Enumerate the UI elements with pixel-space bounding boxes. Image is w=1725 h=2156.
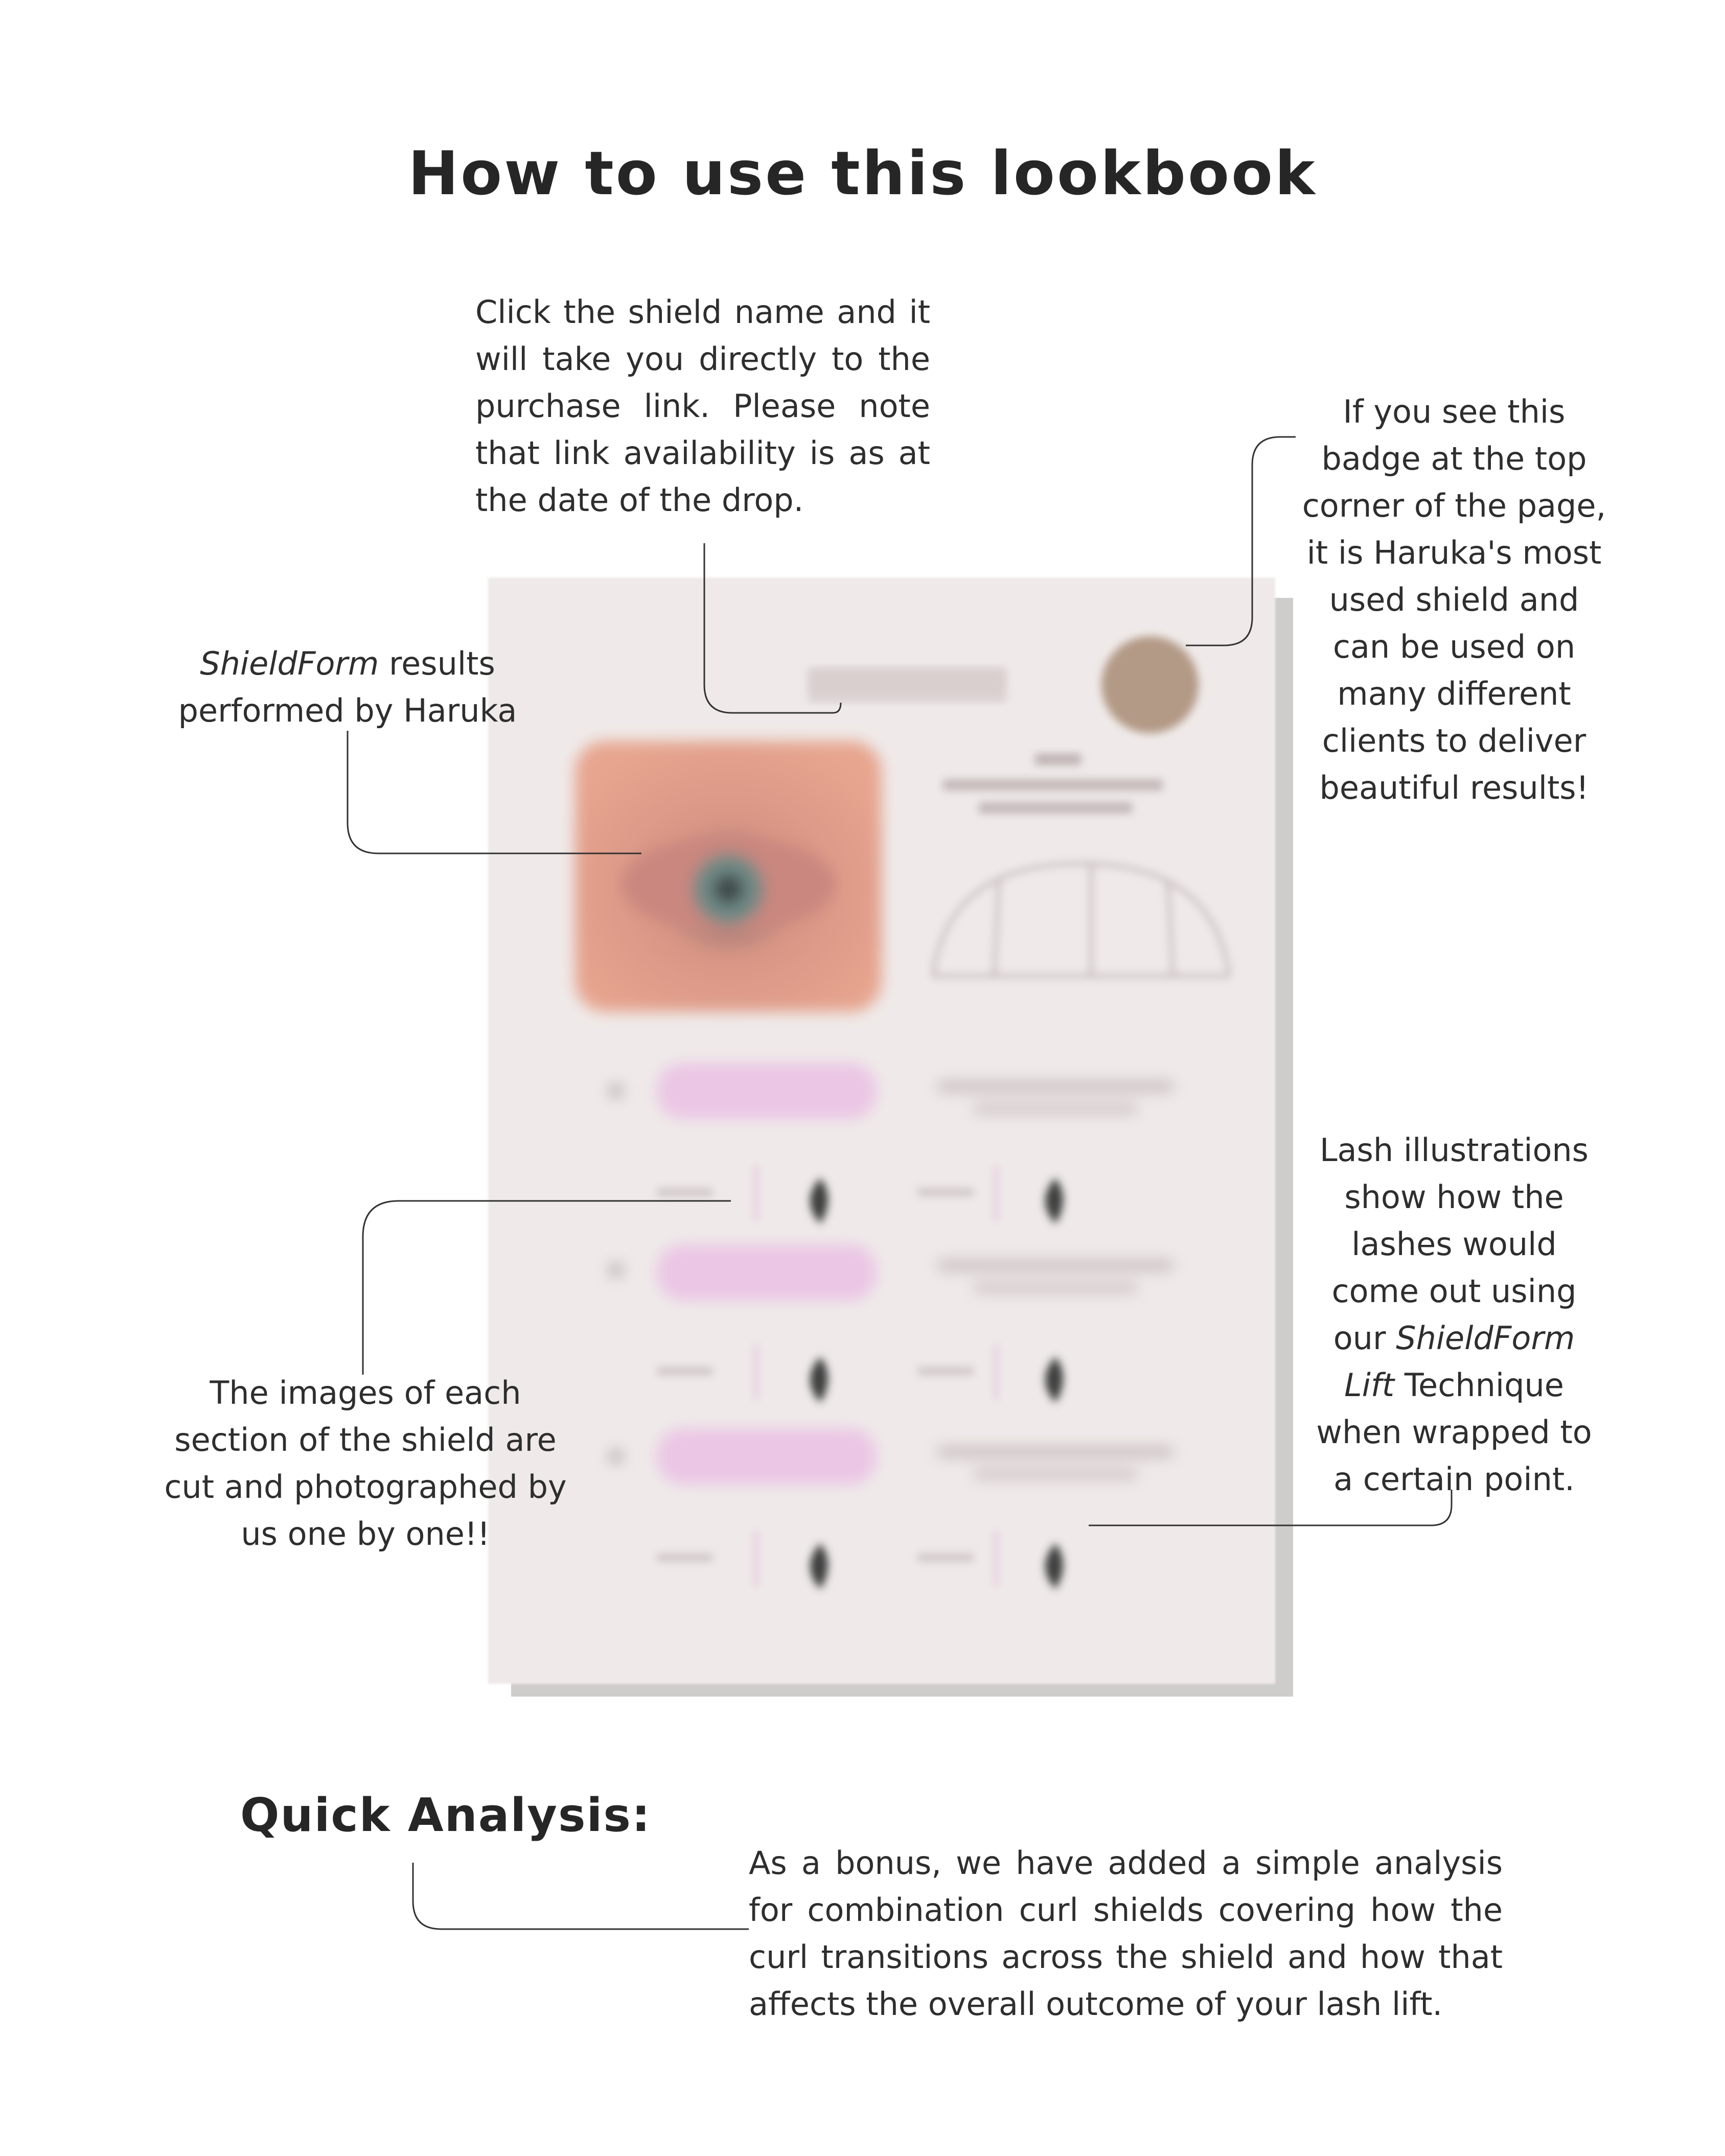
note-shield-name-text: Click the shield name and it will take you directly to the purchase link. Please note that link availability is as at the date of the drop.	[475, 293, 930, 519]
callout-line-shield-name	[704, 543, 841, 713]
note-illustrations-line: come out using	[1331, 1272, 1577, 1310]
note-illustrations	[1293, 1127, 1615, 1503]
note-badge-line: many different	[1337, 675, 1571, 712]
note-badge-line: If you see this	[1343, 393, 1566, 430]
note-results-line2: performed by Haruka	[178, 692, 517, 729]
note-images-line: us one by one!!	[241, 1515, 490, 1552]
callout-line-badge	[1186, 437, 1296, 645]
note-results-line1	[153, 640, 542, 687]
brand-name: ShieldForm	[200, 645, 379, 682]
note-images	[148, 1370, 583, 1558]
technique-name: Lift	[1344, 1366, 1394, 1404]
note-illustrations-line: show how the	[1344, 1178, 1564, 1216]
note-images-line: cut and photographed by	[164, 1468, 567, 1505]
note-shield-name	[475, 289, 930, 524]
note-images-line: The images of each	[210, 1374, 521, 1411]
note-badge-line: used shield and	[1329, 581, 1579, 618]
note-results-line1-rest: results	[379, 645, 495, 682]
note-images-line: section of the shield are	[174, 1421, 557, 1458]
quick-analysis-text: As a bonus, we have added a simple analysis for combination curl shields covering how the curl transitions across the shield and how that affects the overall outcome of your lash lift.	[749, 1844, 1503, 2023]
callout-line-images	[363, 1201, 731, 1375]
note-illustrations-line: a certain point.	[1333, 1460, 1575, 1498]
note-badge-line: badge at the top	[1321, 440, 1587, 477]
note-badge-line: can be used on	[1332, 628, 1576, 665]
page-title: How to use this lookbook	[408, 138, 1317, 208]
note-illustrations-line	[1293, 1315, 1615, 1362]
note-results	[153, 640, 542, 734]
brand-name: ShieldForm	[1396, 1319, 1575, 1357]
note-illustrations-line	[1293, 1362, 1615, 1409]
note-illustrations-rest: Technique	[1394, 1366, 1564, 1404]
note-illustrations-line: Lash illustrations	[1320, 1131, 1589, 1169]
callout-line-results	[348, 731, 641, 853]
callout-line-quick-analysis	[413, 1863, 749, 1929]
quick-analysis-heading: Quick Analysis:	[240, 1789, 651, 1842]
note-badge-line: beautiful results!	[1319, 769, 1589, 806]
quick-analysis-body	[749, 1840, 1503, 2028]
note-badge-line: clients to deliver	[1322, 722, 1586, 759]
note-badge-line: it is Haruka's most	[1306, 534, 1602, 571]
note-badge	[1293, 388, 1615, 812]
note-illustrations-line: when wrapped to	[1316, 1413, 1592, 1451]
note-illustrations-line: lashes would	[1351, 1225, 1557, 1263]
note-illustrations-pre: our	[1333, 1319, 1396, 1357]
note-badge-line: corner of the page,	[1302, 487, 1606, 524]
